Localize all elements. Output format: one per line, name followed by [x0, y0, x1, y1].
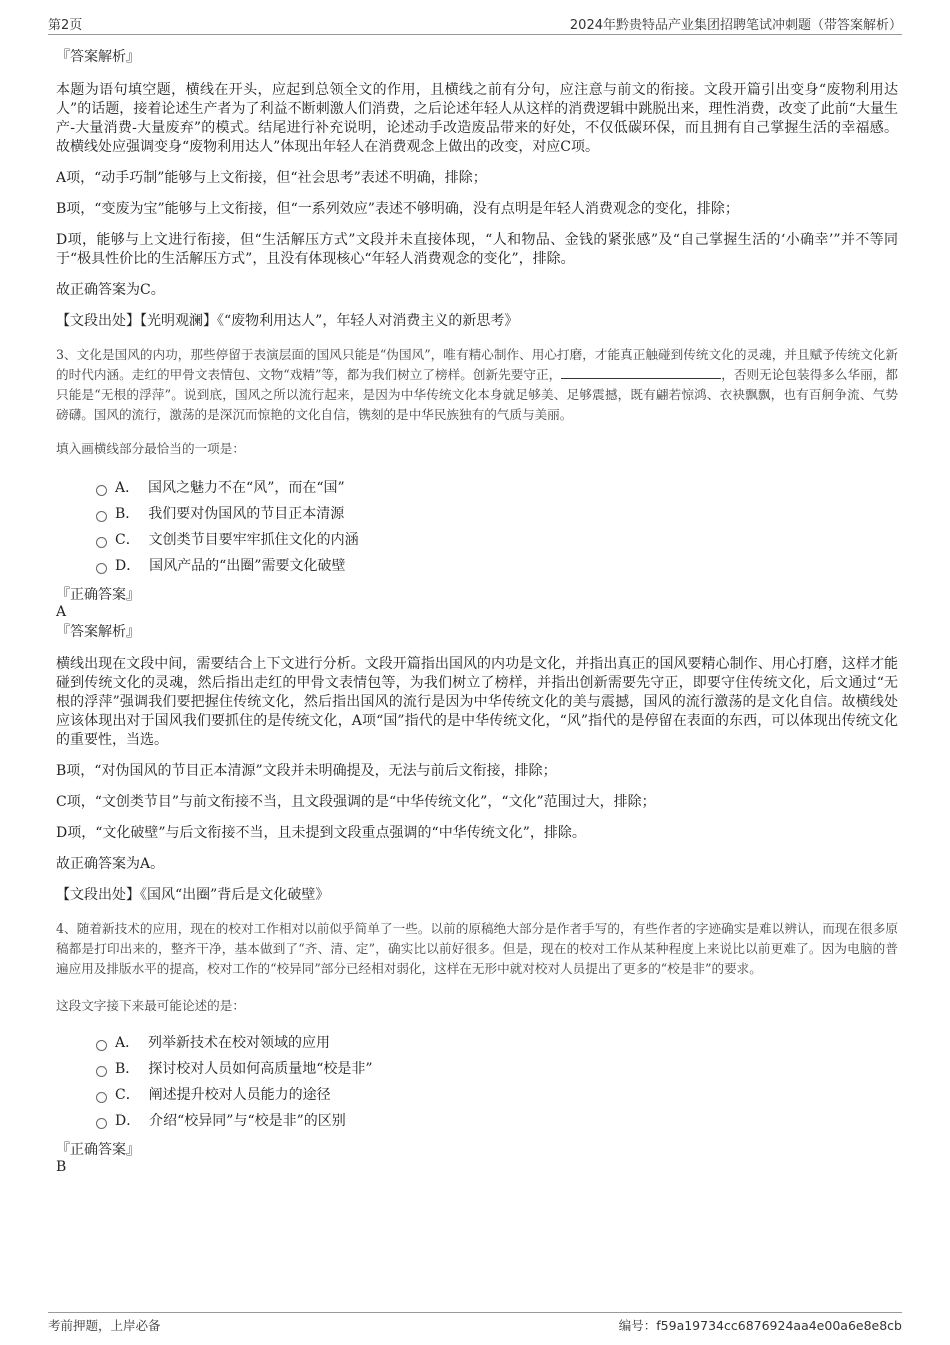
- q2-source: 【文段出处】【光明观澜】《“废物利用达人”，年轻人对消费主义的新思考》: [56, 313, 519, 329]
- q4-option-d[interactable]: D． 介绍“校异同”与“校是非”的区别: [96, 1108, 898, 1134]
- radio-icon[interactable]: [96, 1118, 107, 1129]
- q3-option-b-analysis: B项，“对伪国风的节目正本清源”文段并未明确提及，无法与前后文衔接，排除；: [56, 763, 557, 779]
- q4-option-b[interactable]: B． 探讨校对人员如何高质量地“校是非”: [96, 1056, 898, 1082]
- q3-option-d-analysis: D项，“文化破壁”与后文衔接不当，且未提到文段重点强调的“中华传统文化”，排除。: [56, 825, 586, 841]
- q4-option-c[interactable]: C． 阐述提升校对人员能力的途径: [96, 1082, 898, 1108]
- radio-icon[interactable]: [96, 1092, 107, 1103]
- radio-icon[interactable]: [96, 511, 107, 522]
- q3-stem: 3、文化是国风的内功，那些停留于表演层面的国风只能是“伪国风”，唯有精心制作、用心打磨，才能真正触碰到传统文化的灵魂，并且赋予传统文化新的时代内涵。走红的甲骨文表情包、文物“戏精”等，都为我们树立了榜样。创新先要守正， ，否则无论包装得多么华丽，都只能是“无根的浮萍”。说到底，国风之所以流行起来，是因为中华传统文化本身就足够美、足够震撼，既有翩若惊鸿、衣袂飘飘，也有百舸争流、气势磅礴。国风的流行，激荡的是深沉而惊艳的文化自信，镌刻的是中华民族独有的气质与美丽。: [56, 347, 898, 422]
- q2-conclusion: 故正确答案为C。: [56, 282, 165, 298]
- radio-icon[interactable]: [96, 563, 107, 574]
- radio-icon[interactable]: [96, 537, 107, 548]
- q3-option-a[interactable]: A． 国风之魅力不在“风”，而在“国”: [96, 475, 898, 501]
- radio-icon[interactable]: [96, 1066, 107, 1077]
- q2-option-a-analysis: A项，“动手巧制”能够与上文衔接，但“社会思考”表述不明确，排除；: [56, 170, 487, 186]
- q3-ask: 填入画横线部分最恰当的一项是：: [56, 441, 245, 456]
- q3-option-c[interactable]: C． 文创类节目要牢牢抓住文化的内涵: [96, 527, 898, 553]
- q3-conclusion: 故正确答案为A。: [56, 856, 165, 872]
- q4-options: [56, 1030, 898, 1134]
- fill-blank-line: [561, 367, 721, 379]
- page-header: [48, 12, 902, 35]
- page-number: 第2页: [48, 18, 83, 33]
- q4-correct-label: 『正确答案』: [56, 1142, 140, 1158]
- radio-icon[interactable]: [96, 1040, 107, 1051]
- q3-correct-label: 『正确答案』: [56, 587, 140, 603]
- q4-stem: 4、随着新技术的应用，现在的校对工作相对以前似乎简单了一些。以前的原稿绝大部分是作者手写的，有些作者的字迹确实是难以辨认，而现在很多原稿都是打印出来的，整齐干净，基本做到了“齐、清、定”，确实比以前好很多。但是，现在的校对工作从某种程度上来说比以前更难了。因为电脑的普遍应用及排版水平的提高，校对工作的“校异同”部分已经相对弱化，这样在无形中就对校对人员提出了更多的“校是非”的要求。: [56, 921, 898, 976]
- q3-option-c-analysis: C项，“文创类节目”与前文衔接不当，且文段强调的是“中华传统文化”，“文化”范围过大，排除；: [56, 794, 656, 810]
- q4-option-a[interactable]: A． 列举新技术在校对领域的应用: [96, 1030, 898, 1056]
- page-footer: [48, 1312, 902, 1339]
- q4-correct-answer: B: [56, 1159, 67, 1175]
- document-title: 2024年黔贵特品产业集团招聘笔试冲刺题（带答案解析）: [569, 18, 902, 33]
- q4-ask: 这段文字接下来最可能论述的是：: [56, 998, 245, 1013]
- q2-analysis-label: 『答案解析』: [56, 49, 140, 65]
- q3-correct-answer: A: [56, 604, 67, 620]
- document-id: 编号：f59a19734cc6876924aa4e00a6e8e8cb: [618, 1318, 902, 1333]
- q2-analysis: 本题为语句填空题，横线在开头，应起到总领全文的作用，且横线之前有分句，应注意与前文的衔接。文段开篇引出变身“废物利用达人”的话题，接着论述生产者为了利益不断刺激人们消费，之后论述年轻人从这样的消费逻辑中跳脱出来，理性消费，改变了此前“大量生产-大量消费-大量废弃”的模式。结尾进行补充说明，论述动手改造废品带来的好处，不仅低碳环保，而且拥有自己掌握生活的幸福感。故横线处应强调变身“废物利用达人”体现出年轻人在消费观念上做出的改变，对应C项。: [56, 82, 898, 155]
- q3-analysis-label: 『答案解析』: [56, 624, 140, 640]
- q3-source: 【文段出处】《国风“出圈”背后是文化破壁》: [56, 887, 330, 903]
- q3-option-b[interactable]: B． 我们要对伪国风的节目正本清源: [96, 501, 898, 527]
- q3-option-d[interactable]: D． 国风产品的“出圈”需要文化破壁: [96, 553, 898, 579]
- q3-options: [56, 475, 898, 579]
- q2-option-b-analysis: B项，“变废为宝”能够与上文衔接，但“一系列效应”表述不够明确，没有点明是年轻人消费观念的变化，排除；: [56, 201, 739, 217]
- document-body: [56, 44, 898, 1176]
- footer-slogan: 考前押题，上岸必备: [48, 1318, 161, 1333]
- q3-analysis: 横线出现在文段中间，需要结合上下文进行分析。文段开篇指出国风的内功是文化，并指出真正的国风要精心制作、用心打磨，这样才能碰到传统文化的灵魂，然后指出走红的甲骨文表情包等，为我们树立了榜样，并指出创新需要先守正，即要守住传统文化，后文通过“无根的浮萍”强调我们要把握住传统文化，然后指出国风的流行是因为中华传统文化的美与震撼，国风的流行激荡的是文化自信。故横线处应该体现出对于国风我们要抓住的是传统文化，A项“国”指代的是中华传统文化，“风”指代的是停留在表面的东西，可以体现出传统文化的重要性，当选。: [56, 656, 898, 748]
- radio-icon[interactable]: [96, 485, 107, 496]
- q2-option-d-analysis: D项，能够与上文进行衔接，但“生活解压方式”文段并未直接体现，“人和物品、金钱的紧张感”及“自己掌握生活的‘小确幸’”并不等同于“极具性价比的生活解压方式”，且没有体现核心“年轻人消费观念的变化”，排除。: [56, 232, 898, 267]
